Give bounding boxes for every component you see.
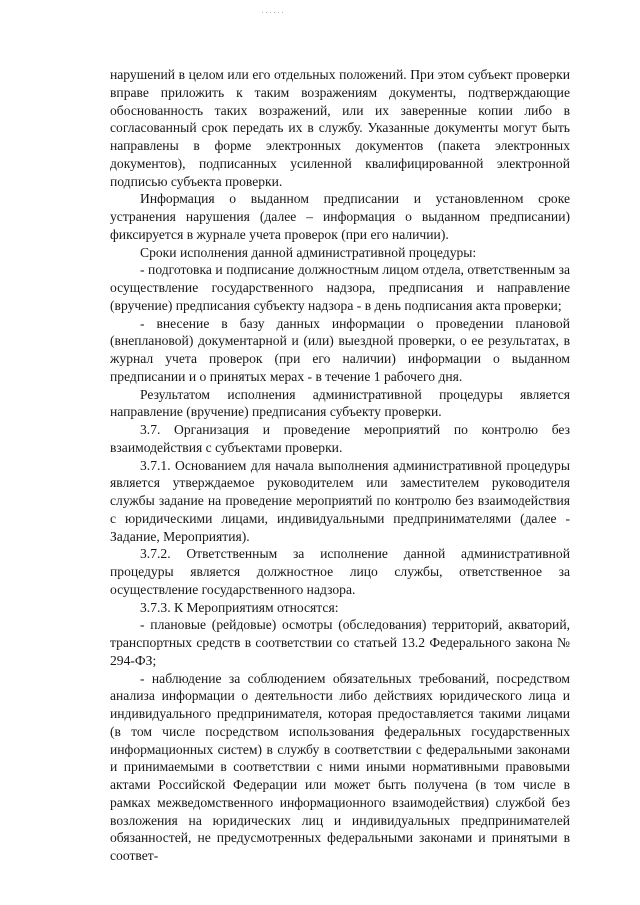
paragraph-objections: нарушений в целом или его отдельных положений. При этом субъект проверки вправе приложить к таким возражениям документы, подтверждающие обоснованность таких возражений, или их заверенные копии либо в согласованный срок передать их в службу. Указанные документы могут быть направлены в форме электронных документов (пакета электронных документов), подписанных усиленной квалифицированной электронной подписью субъекта проверки. — [110, 67, 570, 189]
paragraph-deadlines-heading: Сроки исполнения данной административной процедуры: — [140, 244, 477, 260]
paragraph-section-3-7-1: 3.7.1. Основанием для начала выполнения административной процедуры является утверждаемое руководителем или заместителем руководителя службы задание на проведение мероприятий по контролю без взаимодействия с юридическими лицами, индивидуальными предпринимателями (далее - Задание, Мероприятия). — [110, 457, 570, 544]
paragraph-observation: - наблюдение за соблюдением обязательных требований, посредством анализа информации о деятельности либо действиях юридического лица и индивидуального предпринимателя, которая предоставляется такими лицами (в том числе посредством использования федеральных государственных информационных систем) в службу в соответствии с федеральными законами и принимаемыми в соответствии с ними иными нормативными правовыми актами Российской Федерации или может быть получена (в том числе в рамках межведомственного информационного взаимодействия) службой без возложения на юридических лиц и индивидуальных предпринимателей обязанностей, не предусмотренных федеральными законами и принятыми в соответ- — [110, 670, 570, 863]
paragraph-deadline-preparation: - подготовка и подписание должностным лицом отдела, ответственным за осуществление государственного надзора, предписания и направление (вручение) предписания субъекту надзора - в день подписания акта проверки; — [110, 262, 570, 313]
paragraph-deadline-database: - внесение в базу данных информации о проведении плановой (внеплановой) документарной и (или) выездной проверки, о ее результатах, в журнал учета проверок (при его наличии) информации о выданном предписании и о принятых мерах - в течение 1 рабочего дня. — [110, 315, 570, 384]
paragraph-prescription-info: Информация о выданном предписании и установленном сроке устранения нарушения (далее – информация о выданном предписании) фиксируется в журнале учета проверок (при его наличии). — [110, 191, 570, 242]
paragraph-section-3-7-2: 3.7.2. Ответственным за исполнение данной административной процедуры является должностное лицо службы, ответственное за осуществление государственного надзора. — [110, 546, 570, 597]
paragraph-section-3-7-3: 3.7.3. К Мероприятиям относятся: — [140, 599, 339, 615]
paragraph-raid-inspections: - плановые (рейдовые) осмотры (обследования) территорий, акваторий, транспортных средств в соответствии со статьей 13.2 Федерального закона № 294-ФЗ; — [110, 617, 570, 668]
paragraph-procedure-result: Результатом исполнения административной процедуры является направление (вручение) предписания субъекту проверки. — [110, 386, 570, 420]
scan-artifact — [262, 12, 284, 13]
document-page — [110, 66, 570, 865]
paragraph-section-3-7: 3.7. Организация и проведение мероприятий по контролю без взаимодействия с субъектами проверки. — [110, 422, 570, 455]
